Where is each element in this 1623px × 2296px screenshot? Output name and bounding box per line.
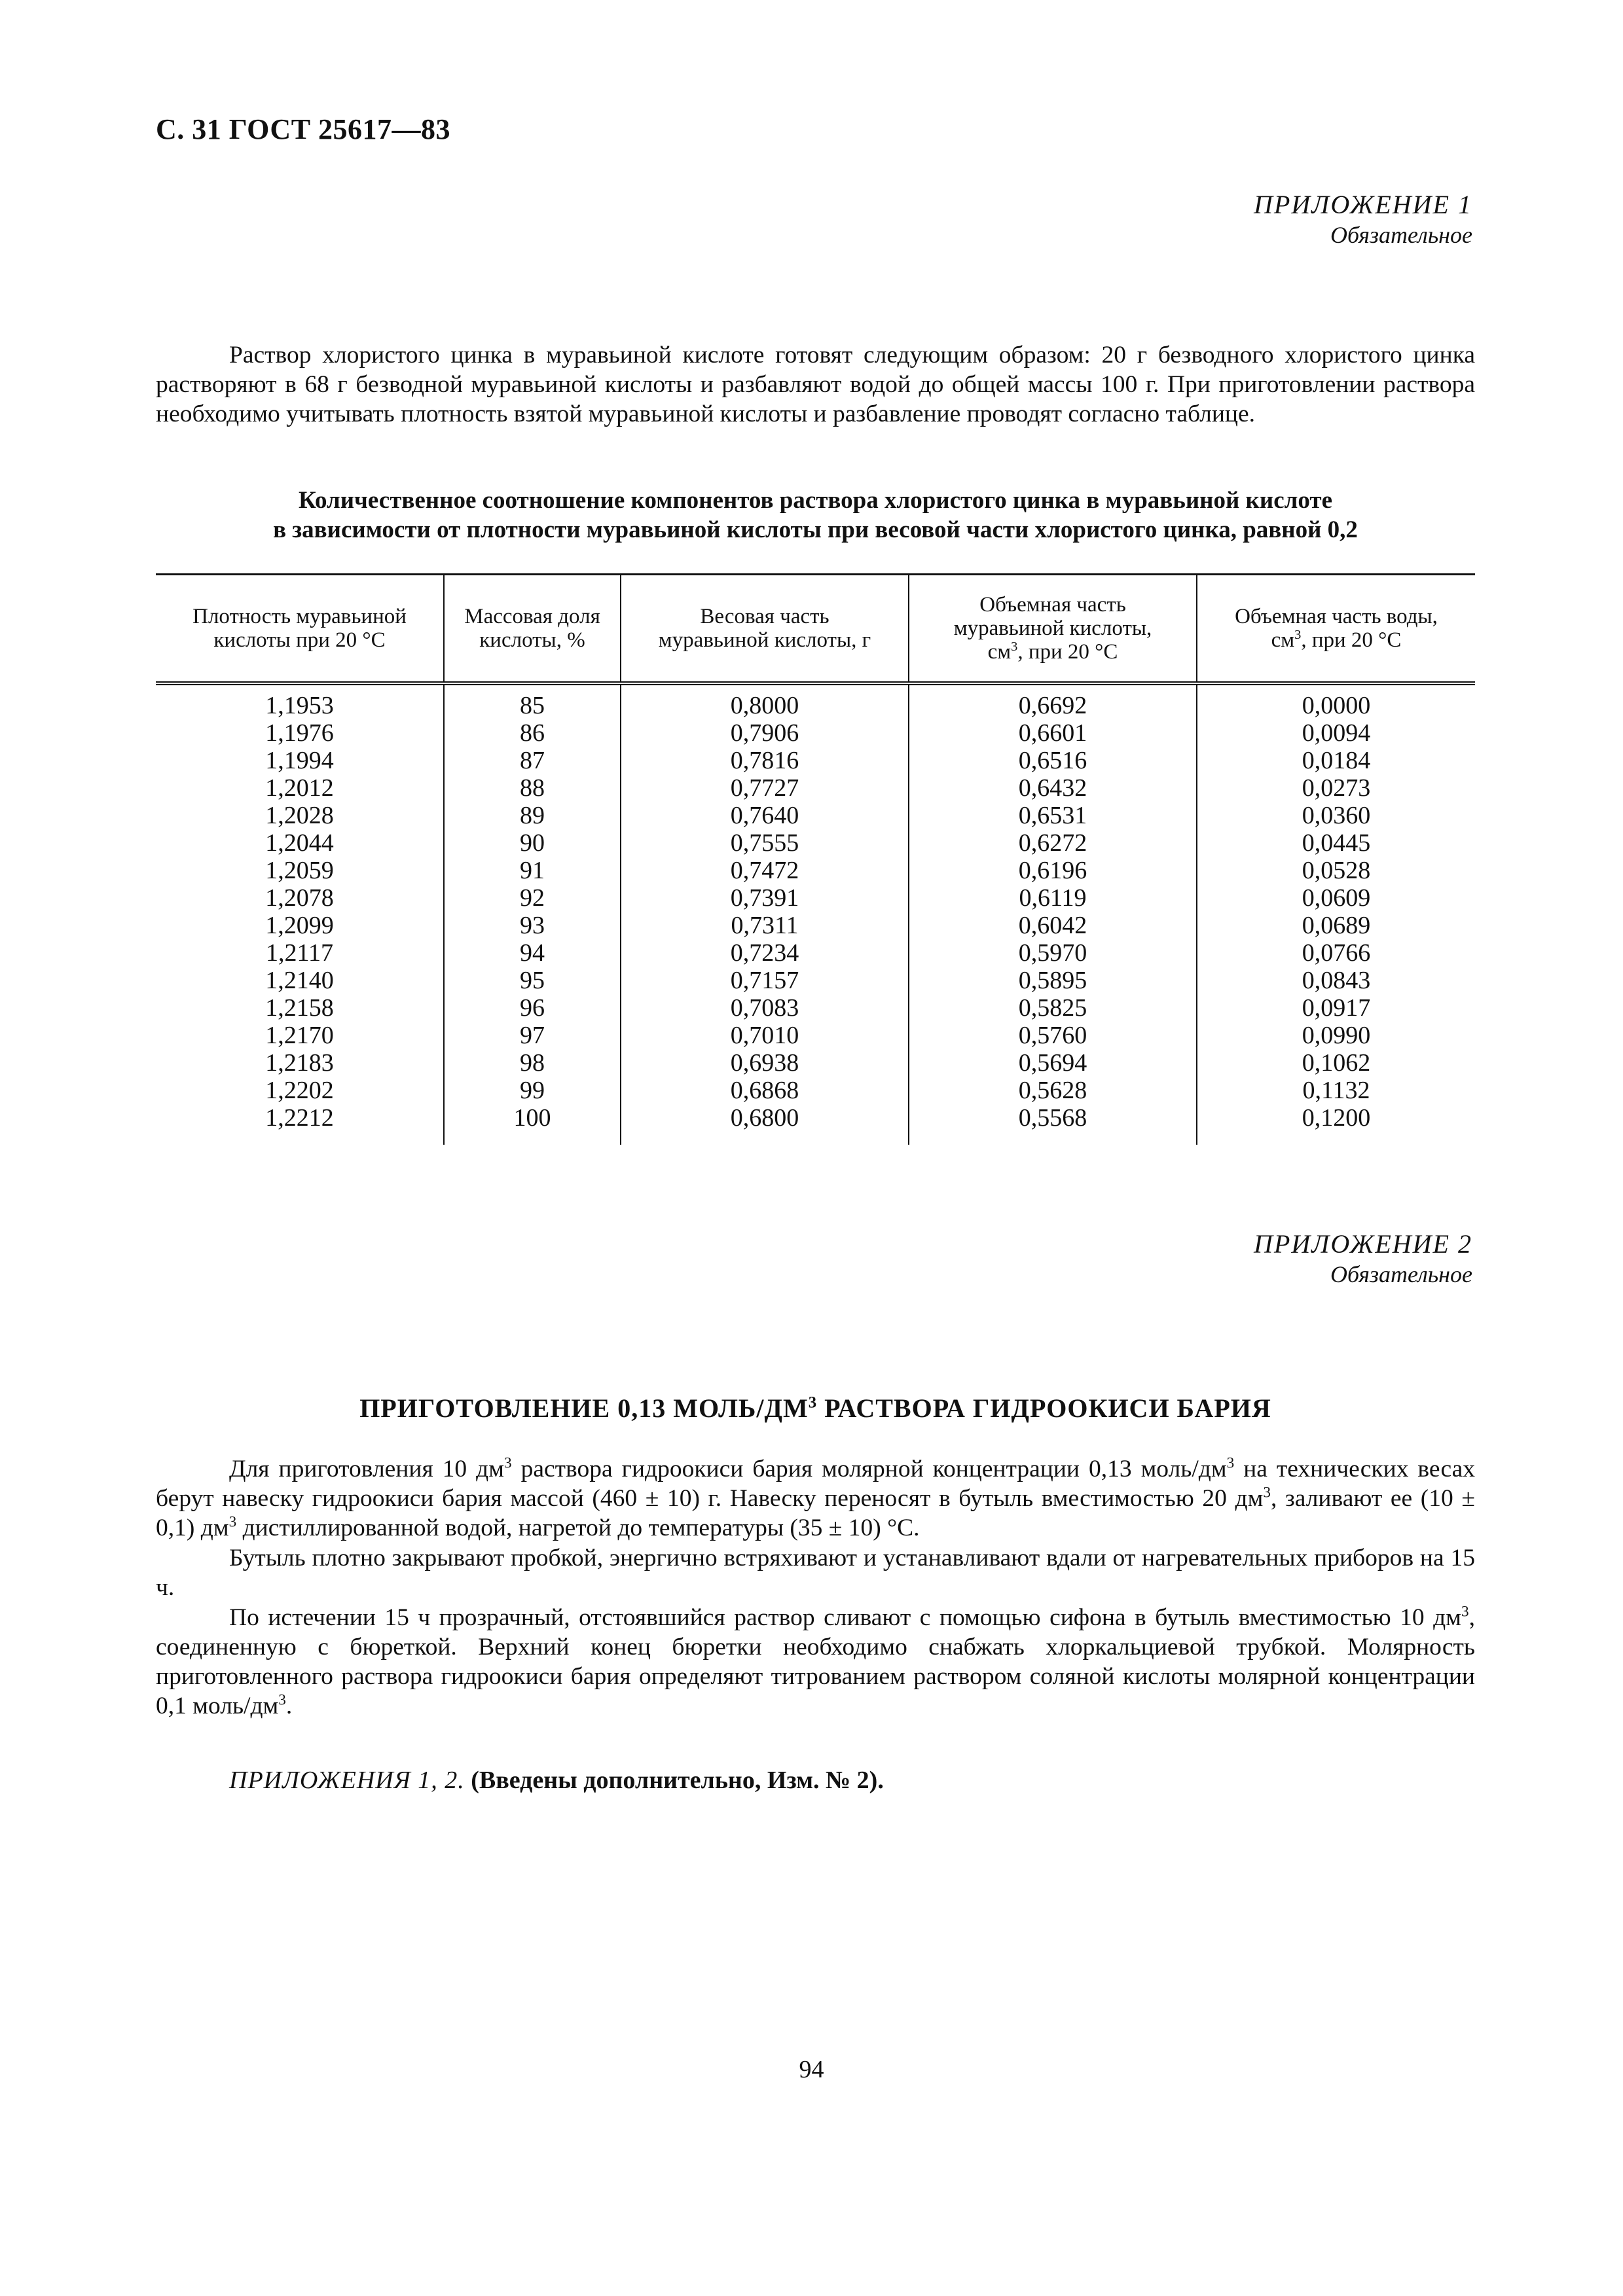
header-weight-part: Весовая часть муравьиной кислоты, г — [621, 575, 909, 683]
table-header-row — [156, 575, 1475, 683]
appendix-2-status: Обязательное — [1330, 1261, 1472, 1287]
cell-mass-fraction: 88 — [444, 774, 621, 802]
cell-volume-acid: 0,5895 — [909, 967, 1197, 994]
cell-volume-water: 0,0689 — [1197, 912, 1475, 939]
cell-volume-acid: 0,5568 — [909, 1104, 1197, 1145]
table-row — [156, 719, 1475, 747]
cell-density: 1,1994 — [265, 746, 334, 774]
appendix-1-title: ПРИЛОЖЕНИЕ 1 — [1254, 190, 1472, 219]
cell-weight-part: 0,7555 — [621, 829, 909, 857]
cell-volume-acid: 0,5628 — [909, 1077, 1197, 1104]
cell-mass-fraction: 86 — [444, 719, 621, 747]
cell-volume-water: 0,0184 — [1197, 747, 1475, 774]
cell-volume-acid: 0,5694 — [909, 1049, 1197, 1077]
header-density: Плотность муравьиной кислоты при 20 °С — [156, 575, 444, 683]
cell-volume-acid: 0,5760 — [909, 1022, 1197, 1049]
table-row — [156, 774, 1475, 802]
cell-volume-water: 0,0609 — [1197, 884, 1475, 912]
cell-volume-water: 0,0000 — [1197, 683, 1475, 719]
appendix-2-paragraph-2: Бутыль плотно закрывают пробкой, энергично встряхивают и устанавливают вдали от нагревательных приборов на 15 ч. — [156, 1545, 1475, 1601]
appendix-2-label — [1254, 1229, 1472, 1289]
cell-mass-fraction: 100 — [444, 1104, 621, 1145]
table-row — [156, 1077, 1475, 1104]
cell-weight-part: 0,7727 — [621, 774, 909, 802]
cell-weight-part: 0,7640 — [621, 802, 909, 829]
table-row — [156, 747, 1475, 774]
cell-mass-fraction: 96 — [444, 994, 621, 1022]
cell-volume-water: 0,0917 — [1197, 994, 1475, 1022]
cell-volume-acid: 0,6042 — [909, 912, 1197, 939]
table-row — [156, 939, 1475, 967]
cell-volume-acid: 0,6516 — [909, 747, 1197, 774]
table-row — [156, 802, 1475, 829]
cell-volume-acid: 0,6601 — [909, 719, 1197, 747]
cell-weight-part: 0,8000 — [621, 683, 909, 719]
cell-density: 1,2140 — [265, 966, 334, 994]
cell-weight-part: 0,7391 — [621, 884, 909, 912]
table-row — [156, 829, 1475, 857]
cell-mass-fraction: 98 — [444, 1049, 621, 1077]
cell-weight-part: 0,7083 — [621, 994, 909, 1022]
cell-density: 1,2183 — [265, 1049, 334, 1077]
cell-volume-water: 0,0360 — [1197, 802, 1475, 829]
composition-table — [156, 573, 1475, 1145]
cell-volume-water: 0,1062 — [1197, 1049, 1475, 1077]
cell-density: 1,2212 — [265, 1103, 334, 1132]
table-row — [156, 967, 1475, 994]
header-mass-fraction: Массовая доля кислоты, % — [444, 575, 621, 683]
cell-volume-acid: 0,6119 — [909, 884, 1197, 912]
cell-volume-acid: 0,6531 — [909, 802, 1197, 829]
header-volume-acid: Объемная часть муравьиной кислоты, $см^3$, при 20 °С — [909, 575, 1197, 683]
table-row — [156, 857, 1475, 884]
table-row — [156, 1022, 1475, 1049]
table-row — [156, 912, 1475, 939]
cell-weight-part: 0,7906 — [621, 719, 909, 747]
table-row — [156, 1049, 1475, 1077]
cell-volume-water: 0,0766 — [1197, 939, 1475, 967]
cell-volume-water: 0,0990 — [1197, 1022, 1475, 1049]
cell-mass-fraction: 91 — [444, 857, 621, 884]
cell-weight-part: 0,6938 — [621, 1049, 909, 1077]
cell-weight-part: 0,7010 — [621, 1022, 909, 1049]
page-header: С. 31 ГОСТ 25617—83 — [156, 113, 451, 145]
cell-mass-fraction: 99 — [444, 1077, 621, 1104]
cell-volume-acid: 0,5970 — [909, 939, 1197, 967]
appendix-1-status: Обязательное — [1330, 222, 1472, 248]
cell-volume-water: 0,0445 — [1197, 829, 1475, 857]
cell-weight-part: 0,7234 — [621, 939, 909, 967]
cell-mass-fraction: 90 — [444, 829, 621, 857]
cell-mass-fraction: 95 — [444, 967, 621, 994]
cell-density: 1,2099 — [265, 911, 334, 939]
cell-density: 1,1976 — [265, 719, 334, 747]
cell-mass-fraction: 87 — [444, 747, 621, 774]
header-volume-water: Объемная часть воды, $см^3$, при 20 °С — [1197, 575, 1475, 683]
table-row — [156, 683, 1475, 719]
section-title: ПРИГОТОВЛЕНИЕ 0,13 МОЛЬ/$ДМ^3$ РАСТВОРА ГИДРООКИСИ БАРИЯ — [359, 1393, 1271, 1423]
table-row — [156, 994, 1475, 1022]
cell-volume-acid: 0,6692 — [909, 683, 1197, 719]
cell-density: 1,2059 — [265, 856, 334, 884]
cell-mass-fraction: 92 — [444, 884, 621, 912]
table-row — [156, 884, 1475, 912]
cell-density: 1,2202 — [265, 1076, 334, 1104]
cell-weight-part: 0,6800 — [621, 1104, 909, 1145]
cell-density: 1,2012 — [265, 774, 334, 802]
cell-density: 1,2028 — [265, 801, 334, 829]
table-caption-line-2: в зависимости от плотности муравьиной кислоты при весовой части хлористого цинка, равной 0,2 — [273, 516, 1358, 543]
cell-mass-fraction: 94 — [444, 939, 621, 967]
cell-weight-part: 0,7816 — [621, 747, 909, 774]
cell-mass-fraction: 89 — [444, 802, 621, 829]
cell-mass-fraction: 97 — [444, 1022, 621, 1049]
cell-volume-acid: 0,6196 — [909, 857, 1197, 884]
cell-mass-fraction: 93 — [444, 912, 621, 939]
cell-weight-part: 0,7472 — [621, 857, 909, 884]
cell-volume-water: 0,1200 — [1197, 1104, 1475, 1145]
cell-density: 1,2044 — [265, 829, 334, 857]
cell-volume-acid: 0,5825 — [909, 994, 1197, 1022]
table-caption — [156, 486, 1475, 545]
appendix-2-paragraph-3: По истечении 15 ч прозрачный, отстоявшийся раствор сливают с помощью сифона в бутыль вместимостью 10 $дм^3$, соединенную с бюреткой. Верхний конец бюретки необходимо снабжать хлоркальциевой трубкой. Молярность приготовленного раствора гидроокиси бария определяют титрованием раствором соляной кислоты молярной концентрации 0,1 моль/$дм^3$. — [156, 1603, 1475, 1719]
appendix-1-label — [1254, 190, 1472, 250]
cell-density: 1,2078 — [265, 884, 334, 912]
table-row — [156, 1104, 1475, 1145]
cell-density: 1,2158 — [265, 994, 334, 1022]
appendix-1-intro: Раствор хлористого цинка в муравьиной кислоте готовят следующим образом: 20 г безводного хлористого цинка растворяют в 68 г безводной муравьиной кислоты и разбавляют водой до общей массы 100 г. При приготовлении раствора необходимо учитывать плотность взятой муравьиной кислоты и разбавление проводят согласно таблице. — [156, 342, 1475, 427]
page-number: 94 — [799, 2056, 824, 2083]
cell-volume-water: 0,0094 — [1197, 719, 1475, 747]
cell-volume-acid: 0,6432 — [909, 774, 1197, 802]
cell-density: 1,2117 — [265, 939, 334, 967]
cell-weight-part: 0,6868 — [621, 1077, 909, 1104]
cell-weight-part: 0,7311 — [621, 912, 909, 939]
cell-volume-water: 0,0843 — [1197, 967, 1475, 994]
cell-volume-water: 0,0273 — [1197, 774, 1475, 802]
cell-density: 1,2170 — [265, 1021, 334, 1049]
appendix-2-paragraph-1: Для приготовления 10 $дм^3$ раствора гидроокиси бария молярной концентрации 0,13 моль/$дм^3$ на технических весах берут навеску гидроокиси бария массой (460 ± 10) г. Навеску переносят в бутыль вместимостью 20 $дм^3$, заливают ее (10 ± 0,1) $дм^3$ дистиллированной водой, нагретой до температуры (35 ± 10) °С. — [156, 1454, 1475, 1541]
table-caption-line-1: Количественное соотношение компонентов раствора хлористого цинка в муравьиной кислоте — [298, 487, 1332, 514]
cell-volume-acid: 0,6272 — [909, 829, 1197, 857]
cell-weight-part: 0,7157 — [621, 967, 909, 994]
cell-volume-water: 0,1132 — [1197, 1077, 1475, 1104]
table-body — [156, 683, 1475, 1145]
appendix-2-title: ПРИЛОЖЕНИЕ 2 — [1254, 1229, 1472, 1259]
cell-mass-fraction: 85 — [444, 683, 621, 719]
cell-density: 1,1953 — [265, 691, 334, 719]
amendment-note: ПРИЛОЖЕНИЯ 1, 2. (Введены дополнительно, Изм. № 2). — [229, 1767, 884, 1794]
cell-volume-water: 0,0528 — [1197, 857, 1475, 884]
